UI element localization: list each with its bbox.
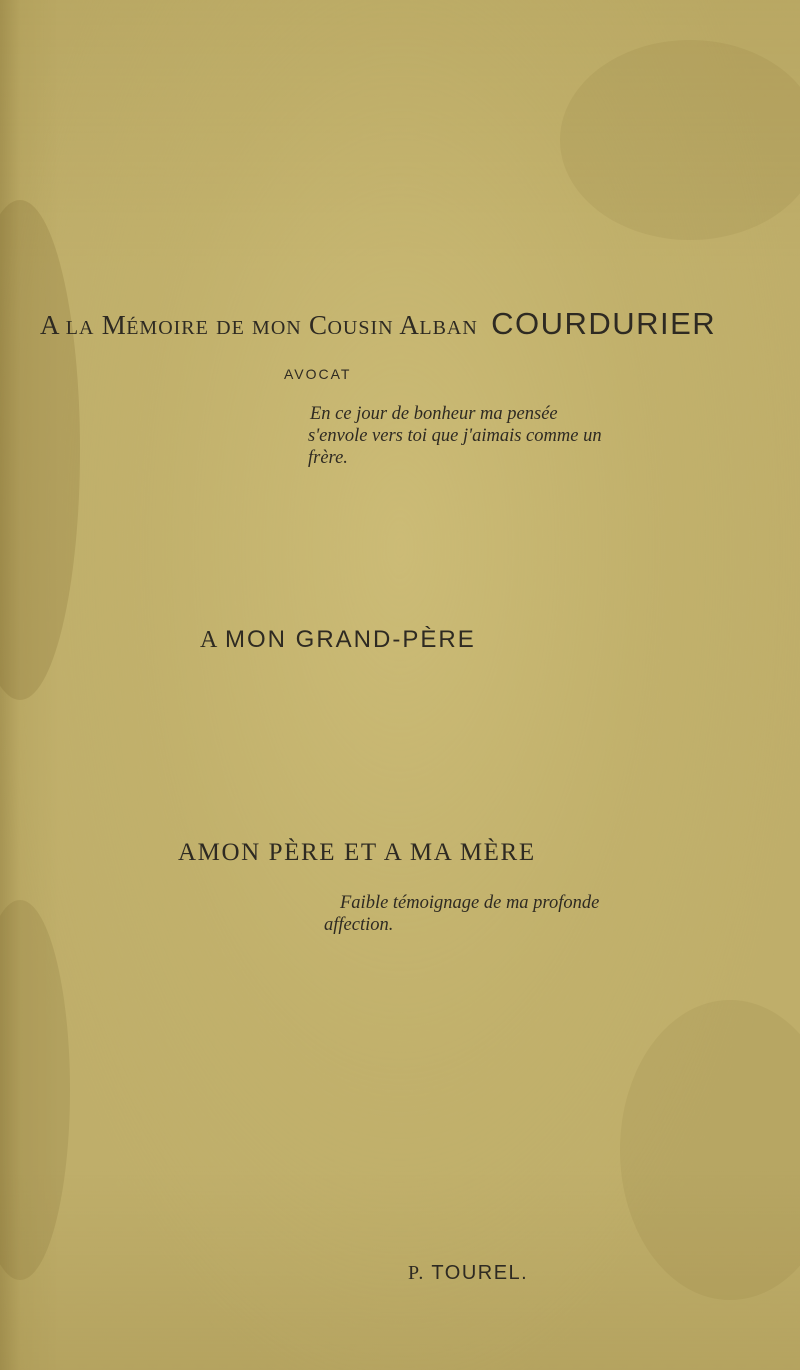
verse-line: Faible témoignage de ma profonde [340,893,600,913]
heading-word: ÉMOIRE [126,317,209,339]
verse-line: En ce jour de bonheur ma pensée [310,404,558,424]
author-signature [408,1262,528,1285]
verse-line: affection. [324,915,394,935]
dedication-parents-heading: AMON PÈRE ET A MA MÈRE [178,839,536,866]
cousin-profession: AVOCAT [284,366,352,382]
cousin-surname: COURDURIER [491,306,717,341]
parents-verse [324,892,599,936]
paper-stain [620,1000,800,1300]
verse-line: frère. [308,448,348,468]
heading-word: C [308,310,328,340]
paper-stain [0,200,80,700]
dedication-cousin-heading [40,306,716,342]
heading-word: MON GRAND-PÈRE [225,626,476,653]
heading-word: MON [252,317,302,339]
verse-line: s'envole vers toi que j'aimais comme un [308,426,602,446]
heading-word: LA [65,317,95,339]
signature-name: TOUREL. [431,1262,529,1284]
heading-word: OUSIN [327,317,394,339]
paper-stain [0,900,70,1280]
heading-word: A [40,310,59,340]
heading-word: A [399,310,420,340]
heading-word: M [101,310,127,340]
cousin-verse [308,403,602,469]
dedication-grandfather-heading [200,626,476,654]
heading-word: A [200,627,218,653]
heading-word: DE [216,317,245,339]
heading-word: LBAN [419,317,478,339]
signature-initial: P. [408,1262,425,1284]
paper-stain [560,40,800,240]
